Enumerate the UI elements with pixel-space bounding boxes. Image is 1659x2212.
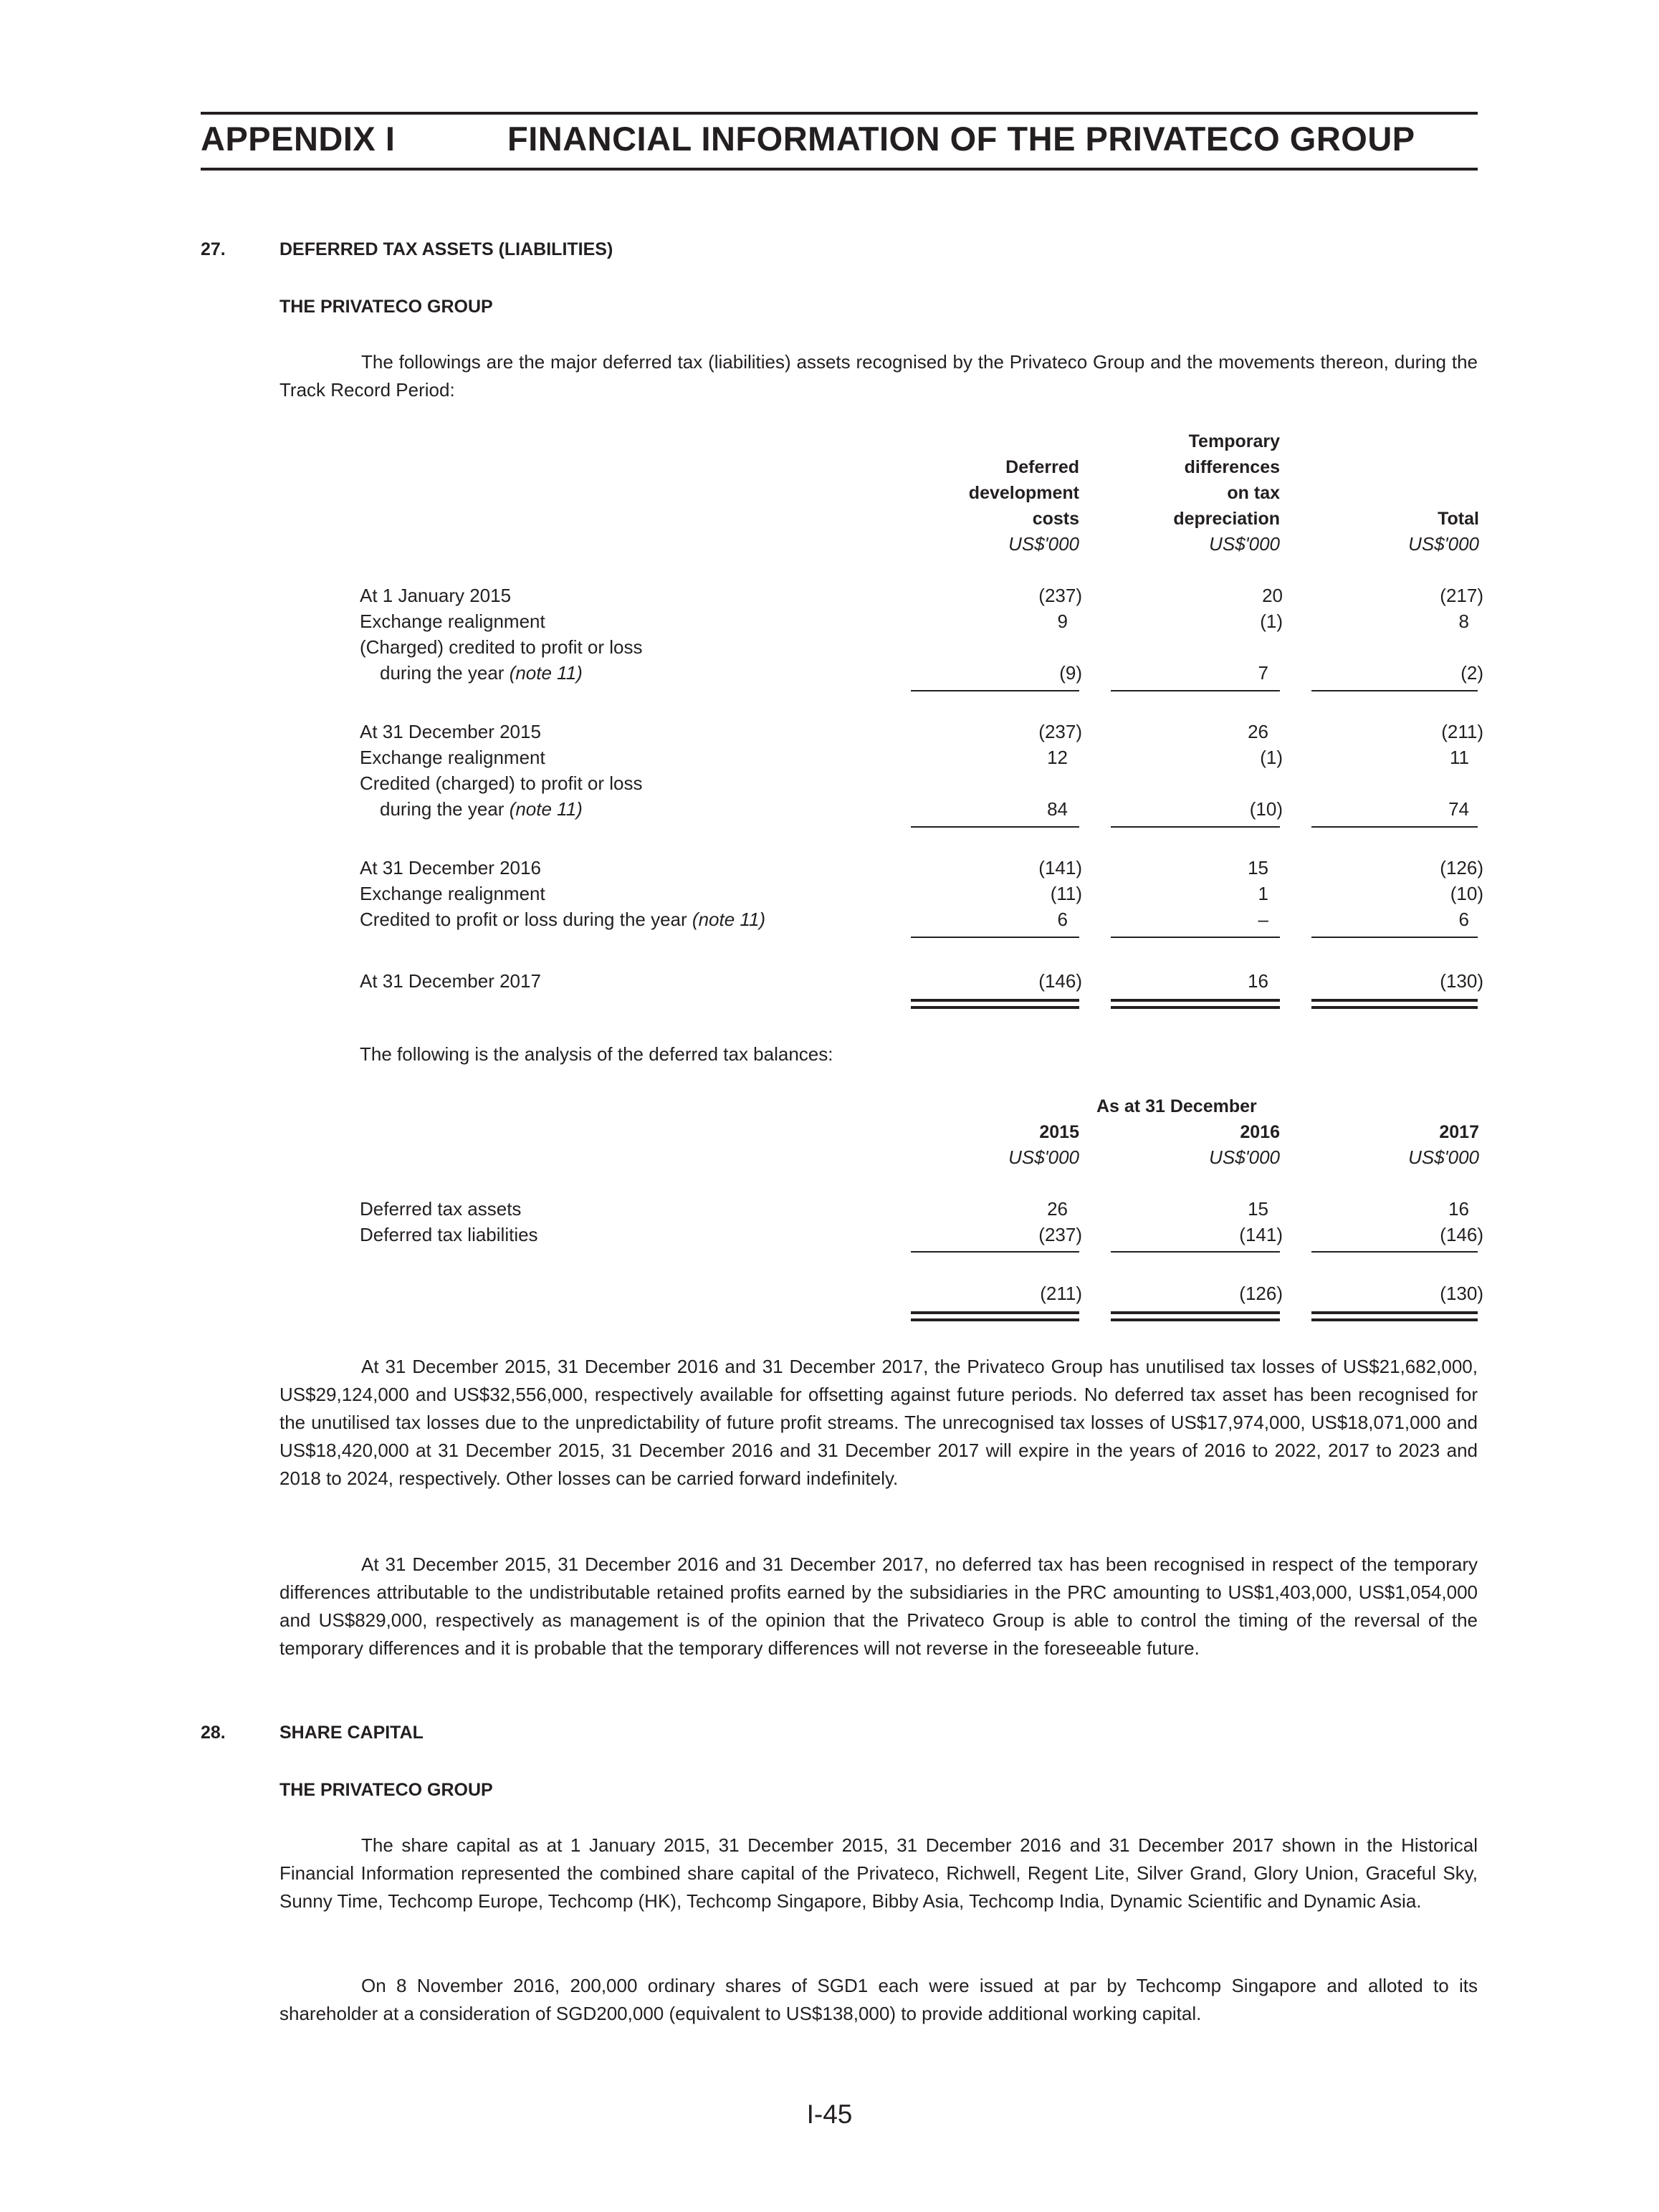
- cell-value: (217): [1440, 585, 1483, 606]
- col-unit: US$'000: [1209, 533, 1280, 555]
- row-label-during-year: [380, 662, 583, 684]
- col-header-line: on tax: [1227, 483, 1280, 503]
- cell-value: 1: [1258, 883, 1268, 904]
- row-note: (note 11): [509, 798, 583, 820]
- cell-value: (10): [1249, 798, 1283, 820]
- header-bottom-rule: [201, 168, 1478, 171]
- cell-value: 26: [1248, 721, 1268, 742]
- cell-value: (130): [1440, 970, 1483, 992]
- cell-value: 7: [1258, 662, 1268, 684]
- cell-value: (146): [1038, 970, 1082, 992]
- cell-value: (237): [1038, 585, 1082, 606]
- subtotal-rule: [911, 690, 1079, 691]
- subtotal-rule: [1111, 690, 1280, 691]
- cell-value: 20: [1262, 585, 1283, 606]
- cell-value: 15: [1248, 1198, 1268, 1220]
- appendix-label: APPENDIX I: [201, 120, 396, 158]
- col-header-line: depreciation: [1173, 509, 1280, 529]
- cell-value: 16: [1248, 970, 1268, 992]
- section-27-intro: [279, 348, 1478, 404]
- row-label: Deferred tax assets: [360, 1198, 522, 1220]
- section-28-subtitle: THE PRIVATECO GROUP: [279, 1780, 493, 1800]
- cell-value: (11): [1050, 883, 1082, 904]
- cell-value: (141): [1239, 1224, 1283, 1245]
- subtotal-rule: [1311, 690, 1478, 691]
- analysis-intro: The following is the analysis of the deferred tax balances:: [360, 1043, 833, 1065]
- row-label: during the year: [380, 798, 505, 820]
- cell-value: 9: [1057, 611, 1068, 632]
- cell-value: 6: [1458, 909, 1469, 930]
- row-label: At 31 December 2017: [360, 970, 541, 992]
- row-label: Deferred tax liabilities: [360, 1224, 538, 1245]
- paragraph-text: The share capital as at 1 January 2015, 31 December 2015, 31 December 2016 and 31 December 2017 shown in the Historical Financial Information represented the combined share capital of the Privateco, Richwell, Regent Lite, Silver Grand, Glory Union, Graceful Sky, Sunny Time, Techcomp Europe, Techcomp (HK), Techcomp Singapore, Bibby Asia, Techcomp India, Dynamic Scientific and Dynamic Asia.: [279, 1834, 1478, 1912]
- cell-value: (126): [1440, 857, 1483, 878]
- subtotal-rule: [1311, 1251, 1478, 1253]
- col-unit: US$'000: [1408, 1146, 1479, 1168]
- cell-value: (130): [1440, 1283, 1483, 1304]
- page-header-title: FINANCIAL INFORMATION OF THE PRIVATECO GROUP: [507, 120, 1415, 158]
- header-top-rule: [201, 112, 1478, 115]
- section-28-number: 28.: [201, 1723, 226, 1743]
- subtotal-rule: [1311, 826, 1478, 828]
- cell-value: (126): [1239, 1283, 1283, 1304]
- total-double-rule: [1111, 1311, 1280, 1314]
- row-note: (note 11): [692, 909, 766, 930]
- cell-value: (211): [1040, 1283, 1082, 1304]
- cell-value: (1): [1260, 611, 1283, 632]
- col-header-line: Deferred: [1005, 457, 1079, 477]
- section-27-number: 27.: [201, 239, 226, 259]
- cell-value: 15: [1248, 857, 1268, 878]
- col-unit: US$'000: [1408, 533, 1479, 555]
- col-unit: US$'000: [1209, 1146, 1280, 1168]
- section-27-title: DEFERRED TAX ASSETS (LIABILITIES): [279, 239, 613, 259]
- cell-value: (141): [1038, 857, 1082, 878]
- col-header-temporary-differences: [1079, 428, 1280, 532]
- total-double-rule: [911, 1311, 1079, 1314]
- cell-value: (146): [1440, 1224, 1483, 1245]
- section-28-paragraph-1: [279, 1832, 1478, 1915]
- row-label: Credited (charged) to profit or loss: [360, 772, 643, 794]
- total-double-rule: [911, 1318, 1079, 1321]
- cell-value: 8: [1458, 611, 1469, 632]
- row-label-credited: [360, 909, 765, 931]
- col-header-line: Total: [1438, 509, 1479, 529]
- row-label: At 1 January 2015: [360, 585, 512, 606]
- col-header-line: costs: [1032, 509, 1079, 529]
- cell-value: (10): [1450, 883, 1483, 904]
- cell-value: 12: [1047, 747, 1068, 768]
- row-label-during-year: [380, 798, 583, 820]
- row-label: Exchange realignment: [360, 747, 545, 768]
- row-label: Exchange realignment: [360, 611, 545, 632]
- col-header-deferred-development-costs: [879, 454, 1079, 532]
- section-27-paragraph-2: [279, 1551, 1478, 1662]
- row-label: Exchange realignment: [360, 883, 545, 904]
- cell-value: 6: [1057, 909, 1068, 930]
- paragraph-text: At 31 December 2015, 31 December 2016 and 31 December 2017, no deferred tax has been recognised in respect of the temporary differences attributable to the undistributable retained profits earned by the subsidiaries in the PRC amounting to US$1,403,000, US$1,054,000 and US$829,000, respectively as management is of the opinion that the Privateco Group is able to control the timing of the reversal of the temporary differences and it is probable that the temporary differences will not reverse in the foreseeable future.: [279, 1553, 1478, 1659]
- total-double-rule: [911, 999, 1079, 1002]
- section-27-subtitle: THE PRIVATECO GROUP: [279, 297, 493, 317]
- page-number: I-45: [806, 2100, 853, 2129]
- cell-value: 26: [1047, 1198, 1068, 1220]
- total-double-rule: [1311, 1318, 1478, 1321]
- cell-value: 11: [1450, 747, 1469, 768]
- section-27-paragraph-1: [279, 1353, 1478, 1493]
- total-double-rule: [911, 1006, 1079, 1009]
- row-label: Credited to profit or loss during the year: [360, 909, 687, 930]
- cell-value: (237): [1038, 721, 1082, 742]
- total-double-rule: [1311, 1311, 1478, 1314]
- col-header-line: development: [968, 483, 1079, 503]
- cell-value: (1): [1260, 747, 1283, 768]
- paragraph-text: On 8 November 2016, 200,000 ordinary shares of SGD1 each were issued at par by Techcomp Singapore and alloted to its shareholder at a consideration of SGD200,000 (equivalent to US$138,000) to provide additional working capital.: [279, 1975, 1478, 2024]
- total-double-rule: [1311, 1006, 1478, 1009]
- row-label: At 31 December 2016: [360, 857, 541, 878]
- cell-value: (237): [1038, 1224, 1082, 1245]
- subtotal-rule: [1111, 826, 1280, 828]
- col-header-total: [1278, 506, 1479, 532]
- year-header-2015: 2015: [1039, 1122, 1079, 1142]
- row-label: At 31 December 2015: [360, 721, 541, 742]
- row-label: during the year: [380, 662, 505, 684]
- year-header-2017: 2017: [1439, 1122, 1479, 1142]
- total-double-rule: [1311, 999, 1478, 1002]
- subtotal-rule: [1311, 937, 1478, 938]
- total-double-rule: [1111, 1318, 1280, 1321]
- subtotal-rule: [911, 937, 1079, 938]
- as-at-31-december-header: As at 31 December: [1096, 1096, 1257, 1116]
- total-double-rule: [1111, 1006, 1280, 1009]
- subtotal-rule: [1111, 1251, 1280, 1253]
- col-header-line: differences: [1184, 457, 1280, 477]
- subtotal-rule: [911, 826, 1079, 828]
- cell-value: 84: [1047, 798, 1068, 820]
- cell-value: –: [1258, 909, 1268, 930]
- cell-value: (2): [1460, 662, 1483, 684]
- row-note: (note 11): [509, 662, 583, 684]
- col-header-line: Temporary: [1188, 431, 1280, 451]
- row-label: (Charged) credited to profit or loss: [360, 636, 643, 658]
- cell-value: (211): [1441, 721, 1483, 742]
- section-28-title: SHARE CAPITAL: [279, 1723, 424, 1743]
- subtotal-rule: [911, 1251, 1079, 1253]
- total-double-rule: [1111, 999, 1280, 1002]
- year-header-2016: 2016: [1240, 1122, 1280, 1142]
- cell-value: 16: [1448, 1198, 1469, 1220]
- cell-value: (9): [1059, 662, 1082, 684]
- subtotal-rule: [1111, 937, 1280, 938]
- paragraph-text: At 31 December 2015, 31 December 2016 and 31 December 2017, the Privateco Group has unutilised tax losses of US$21,682,000, US$29,124,000 and US$32,556,000, respectively available for offsetting against future periods. No deferred tax asset has been recognised for the unutilised tax losses due to the unpredictability of future profit streams. The unrecognised tax losses of US$17,974,000, US$18,071,000 and US$18,420,000 at 31 December 2015, 31 December 2016 and 31 December 2017 will expire in the years of 2016 to 2022, 2017 to 2023 and 2018 to 2024, respectively. Other losses can be carried forward indefinitely.: [279, 1356, 1478, 1489]
- col-unit: US$'000: [1008, 533, 1079, 555]
- section-27-intro-text: The followings are the major deferred tax (liabilities) assets recognised by the Privateco Group and the movements thereon, during the Track Record Period:: [279, 351, 1478, 401]
- cell-value: 74: [1448, 798, 1469, 820]
- section-28-paragraph-2: [279, 1972, 1478, 2028]
- col-unit: US$'000: [1008, 1146, 1079, 1168]
